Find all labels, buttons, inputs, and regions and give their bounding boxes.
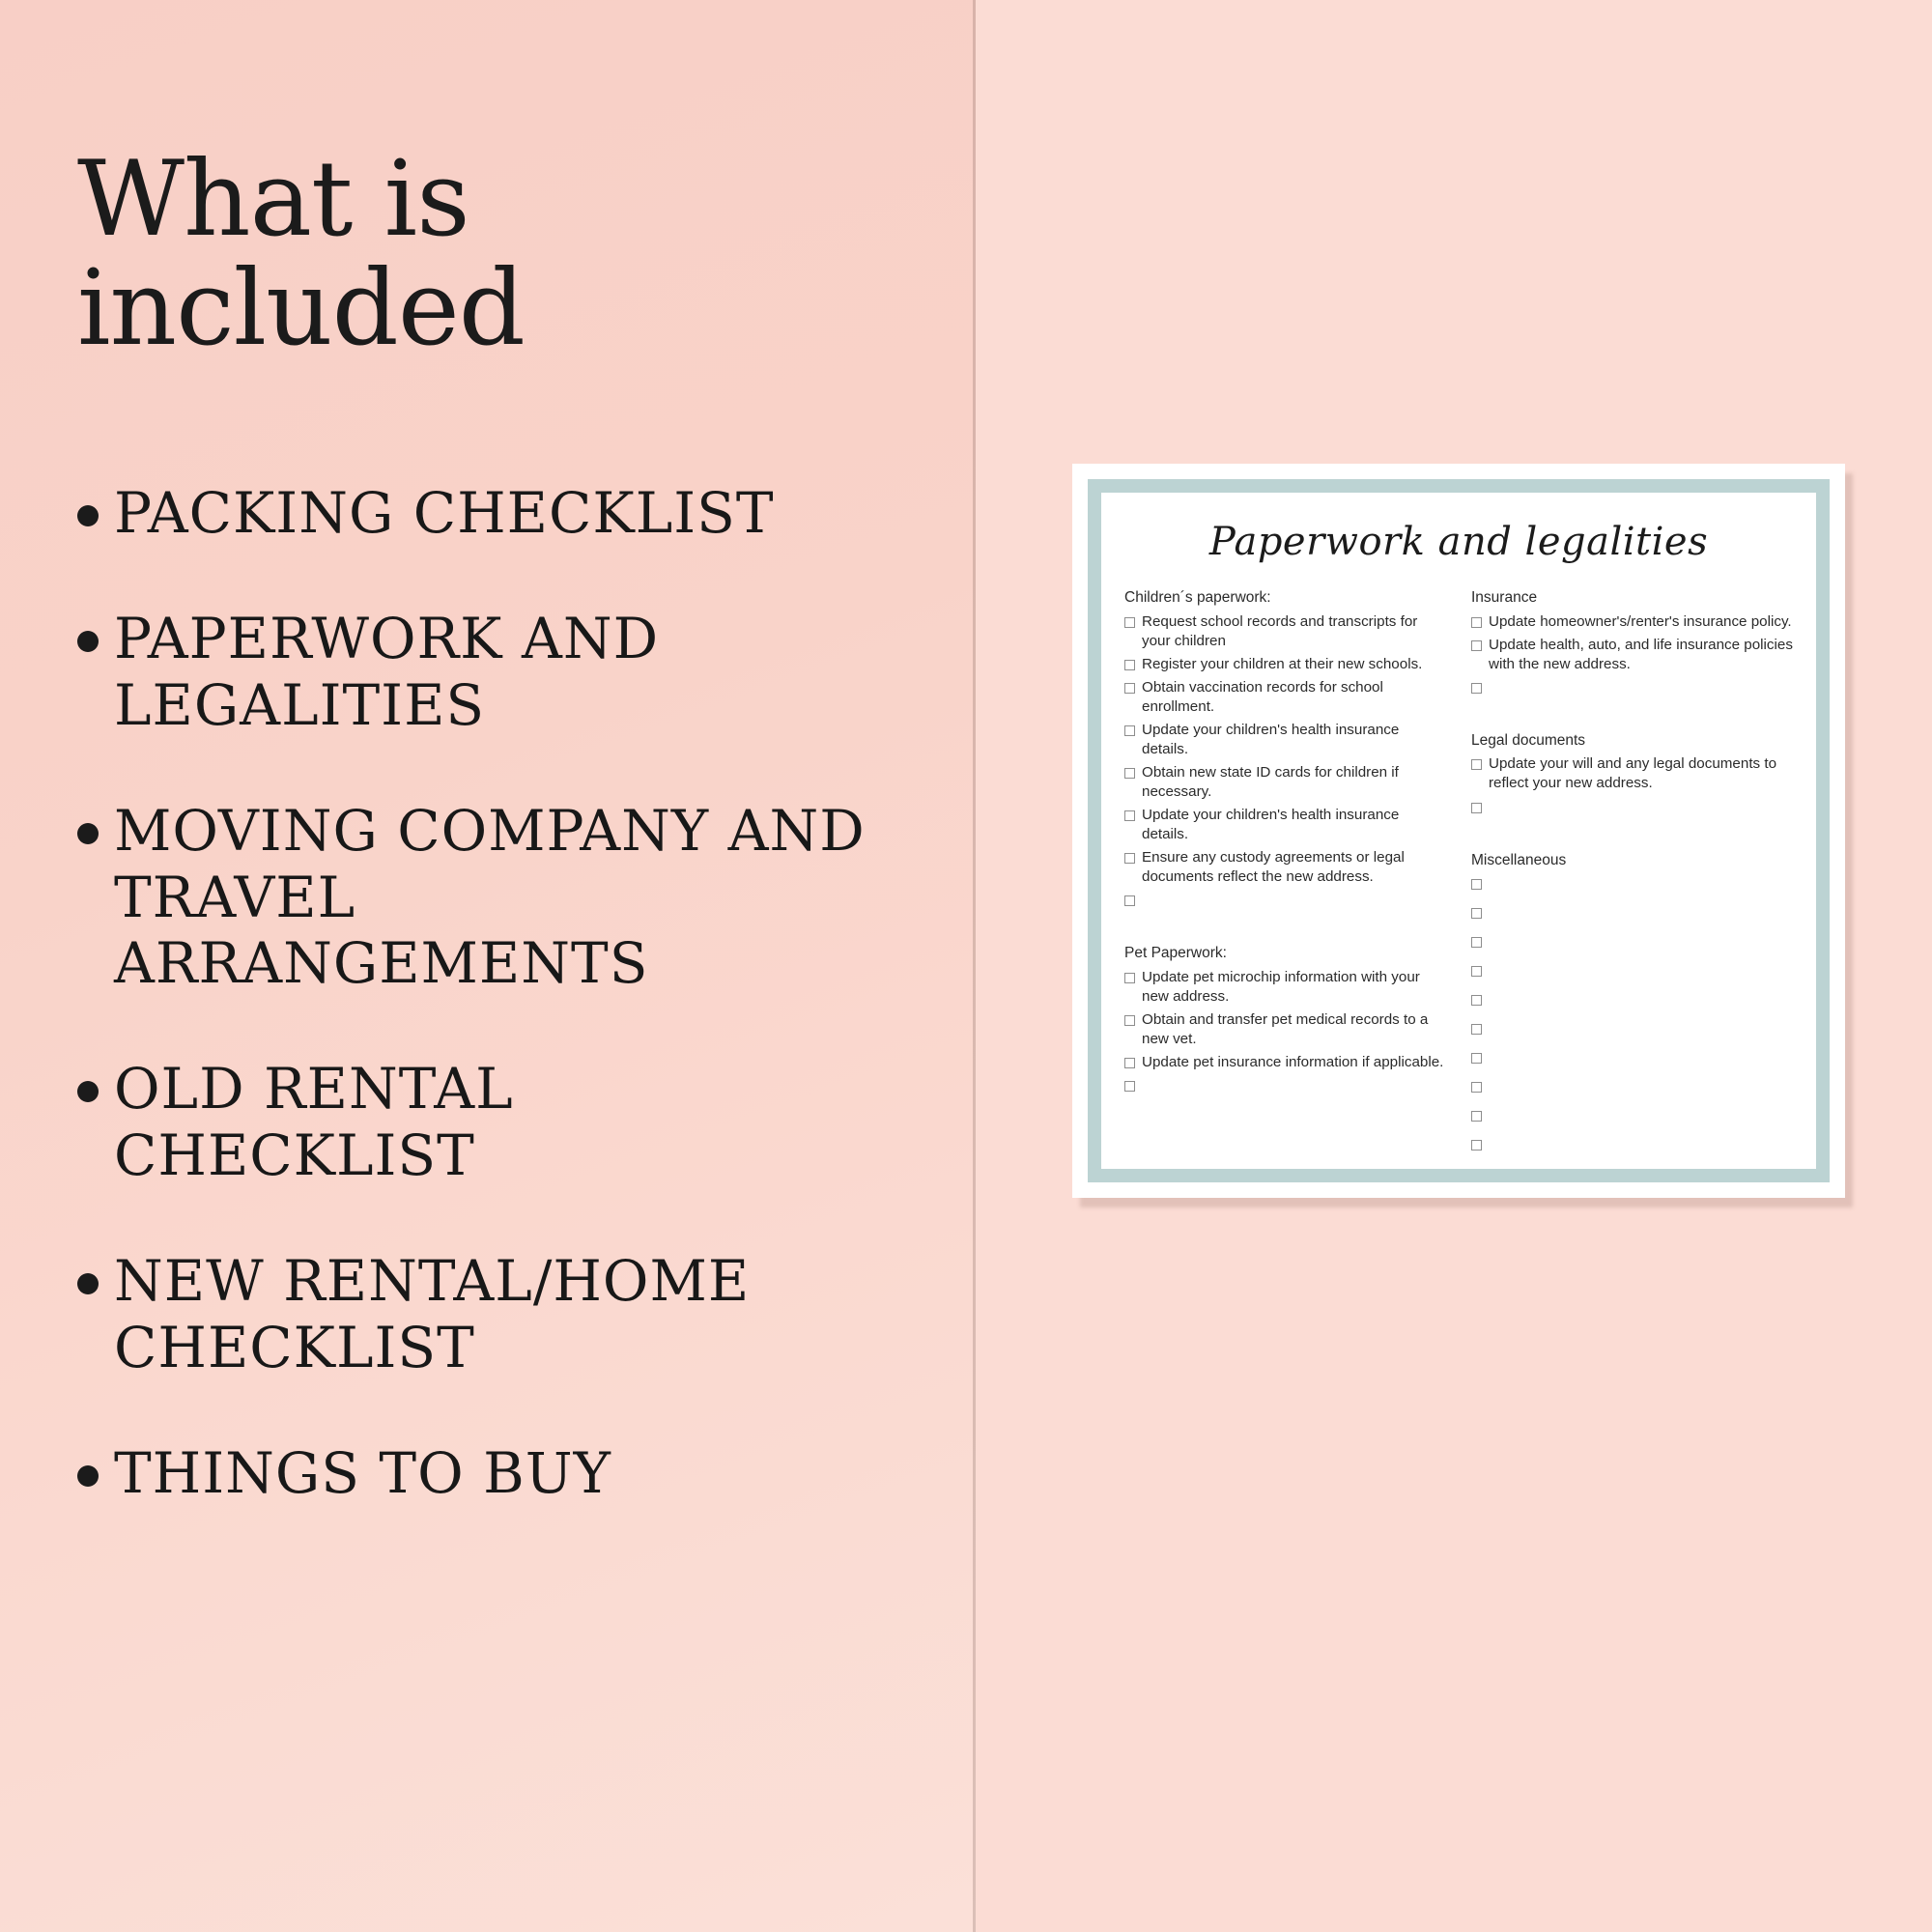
checklist-item-label: Update homeowner's/renter's insurance policy.	[1489, 612, 1792, 630]
checklist-group-miscellaneous	[1471, 852, 1793, 1151]
checklist-item[interactable]	[1471, 636, 1793, 674]
bullet-dot-icon	[77, 1273, 99, 1294]
checkbox-icon[interactable]	[1471, 1053, 1482, 1064]
checklist-item[interactable]	[1124, 1053, 1446, 1072]
checklist-group-insurance	[1471, 589, 1793, 694]
checkbox-icon[interactable]	[1124, 810, 1135, 821]
checklist-item[interactable]	[1124, 763, 1446, 802]
checklist-column-right	[1471, 589, 1793, 1164]
checkbox-icon[interactable]	[1471, 1111, 1482, 1122]
checklist-item[interactable]	[1124, 612, 1446, 651]
checklist-item-blank[interactable]	[1471, 961, 1793, 977]
checklist-item-blank[interactable]	[1124, 1076, 1446, 1092]
sheet-content	[1124, 520, 1793, 1173]
checklist-item[interactable]	[1124, 678, 1446, 717]
checklist-item-label: Register your children at their new schools.	[1142, 655, 1423, 672]
checklist-item[interactable]	[1124, 968, 1446, 1007]
checklist-columns	[1124, 589, 1793, 1164]
list-item	[77, 798, 908, 996]
checklist-item[interactable]	[1124, 721, 1446, 759]
checkbox-icon[interactable]	[1124, 895, 1135, 906]
checklist-item-blank[interactable]	[1471, 1106, 1793, 1122]
checklist-item-label: Obtain and transfer pet medical records to a new vet.	[1142, 1011, 1429, 1048]
checklist-group-pet	[1124, 945, 1446, 1092]
bullet-dot-icon	[77, 505, 99, 526]
checkbox-icon[interactable]	[1471, 803, 1482, 813]
checklist-item-blank[interactable]	[1471, 1019, 1793, 1035]
bullet-dot-icon	[77, 1081, 99, 1102]
checkbox-icon[interactable]	[1471, 1024, 1482, 1035]
list-item	[77, 1440, 908, 1506]
spacer	[1471, 707, 1793, 732]
checkbox-icon[interactable]	[1124, 660, 1135, 670]
checklist-item-label: Obtain vaccination records for school enrollment.	[1142, 678, 1383, 715]
checklist-column-left	[1124, 589, 1446, 1164]
checklist-item[interactable]	[1124, 806, 1446, 844]
sheet-frame	[1088, 479, 1830, 1182]
checkbox-icon[interactable]	[1124, 768, 1135, 779]
included-list	[77, 480, 908, 1507]
checkbox-icon[interactable]	[1124, 725, 1135, 736]
checkbox-icon[interactable]	[1124, 683, 1135, 694]
checkbox-icon[interactable]	[1124, 1081, 1135, 1092]
list-item-label: PACKING CHECKLIST	[114, 479, 775, 546]
list-item-label: THINGS TO BUY	[114, 1440, 611, 1507]
checklist-item-label: Update your children's health insurance details.	[1142, 721, 1400, 757]
checkbox-icon[interactable]	[1471, 995, 1482, 1006]
checklist-item-blank[interactable]	[1471, 678, 1793, 694]
checklist-item-blank[interactable]	[1471, 932, 1793, 948]
list-item-label: OLD RENTAL CHECKLIST	[114, 1056, 514, 1188]
checkbox-icon[interactable]	[1471, 1082, 1482, 1093]
checklist-group-children	[1124, 589, 1446, 906]
checkbox-icon[interactable]	[1124, 973, 1135, 983]
spacer	[1124, 920, 1446, 945]
list-item-label: NEW RENTAL/HOME CHECKLIST	[114, 1248, 751, 1380]
bullet-dot-icon	[77, 631, 99, 652]
checklist-item[interactable]	[1471, 612, 1793, 632]
checklist-item[interactable]	[1471, 754, 1793, 793]
checklist-item-blank[interactable]	[1471, 990, 1793, 1006]
checklist-item-blank[interactable]	[1471, 874, 1793, 890]
checklist-item-blank[interactable]	[1471, 903, 1793, 919]
checkbox-icon[interactable]	[1471, 1140, 1482, 1151]
group-heading: Legal documents	[1471, 731, 1586, 749]
checkbox-icon[interactable]	[1124, 617, 1135, 628]
list-item	[77, 480, 908, 546]
checkbox-icon[interactable]	[1471, 759, 1482, 770]
checklist-item-blank[interactable]	[1471, 1077, 1793, 1093]
bullet-dot-icon	[77, 823, 99, 844]
checkbox-icon[interactable]	[1471, 617, 1482, 628]
checkbox-icon[interactable]	[1471, 908, 1482, 919]
checkbox-icon[interactable]	[1124, 1015, 1135, 1026]
checklist-item[interactable]	[1124, 1010, 1446, 1049]
list-item	[77, 1248, 908, 1380]
group-heading: Children´s paperwork:	[1124, 589, 1271, 606]
checkbox-icon[interactable]	[1124, 853, 1135, 864]
checkbox-icon[interactable]	[1471, 640, 1482, 651]
checkbox-icon[interactable]	[1471, 879, 1482, 890]
checklist-sheet	[1072, 464, 1845, 1198]
checklist-item-label: Request school records and transcripts for your children	[1142, 612, 1418, 649]
checkbox-icon[interactable]	[1471, 683, 1482, 694]
checklist-item-label: Obtain new state ID cards for children if necessary.	[1142, 764, 1399, 801]
checkbox-icon[interactable]	[1124, 1058, 1135, 1068]
checklist-item-label: Update your will and any legal documents to reflect your new address.	[1489, 755, 1777, 792]
bullet-dot-icon	[77, 1465, 99, 1487]
checklist-item-blank[interactable]	[1471, 798, 1793, 813]
list-item	[77, 606, 908, 738]
sheet-title: Paperwork and legalities	[1208, 520, 1709, 564]
checkbox-icon[interactable]	[1471, 937, 1482, 948]
page-title: What is included	[77, 139, 525, 370]
spacer	[1471, 827, 1793, 852]
group-heading: Pet Paperwork:	[1124, 945, 1227, 962]
checklist-item-blank[interactable]	[1124, 891, 1446, 906]
checklist-item-label: Update pet microchip information with your new address.	[1142, 969, 1420, 1006]
list-item-label: PAPERWORK AND LEGALITIES	[114, 606, 660, 738]
checklist-item-blank[interactable]	[1471, 1048, 1793, 1064]
checkbox-icon[interactable]	[1471, 966, 1482, 977]
list-item-label: MOVING COMPANY AND TRAVEL ARRANGEMENTS	[114, 798, 866, 996]
checklist-item-label: Update health, auto, and life insurance policies with the new address.	[1489, 636, 1793, 672]
checklist-item-blank[interactable]	[1471, 1135, 1793, 1151]
list-item	[77, 1056, 908, 1188]
right-preview-panel	[976, 0, 1932, 1932]
checklist-item[interactable]	[1124, 848, 1446, 887]
group-heading: Insurance	[1471, 589, 1538, 606]
checklist-item-label: Update pet insurance information if applicable.	[1142, 1054, 1444, 1071]
checklist-item-label: Update your children's health insurance details.	[1142, 807, 1400, 843]
checklist-item-label: Ensure any custody agreements or legal documents reflect the new address.	[1142, 849, 1405, 886]
checklist-item[interactable]	[1124, 655, 1446, 674]
group-heading: Miscellaneous	[1471, 851, 1567, 868]
checklist-group-legal	[1471, 732, 1793, 813]
